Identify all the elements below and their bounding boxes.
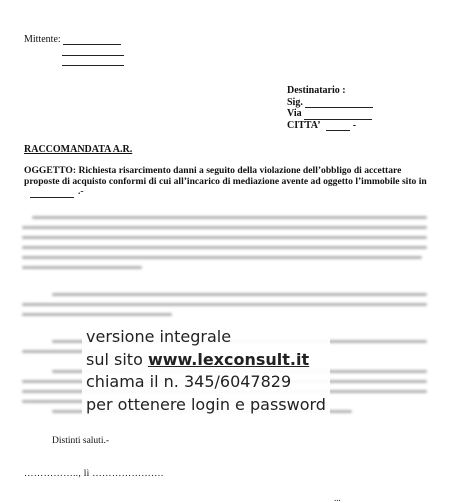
recipient-sig-row	[287, 97, 373, 109]
promo-line-4: per ottenere login e password	[86, 394, 326, 414]
recipient-cap-line	[326, 130, 350, 131]
promo-website-link[interactable]: www.lexconsult.it	[147, 349, 310, 369]
recipient-via-row	[287, 108, 373, 120]
promo-overlay	[82, 326, 330, 416]
promo-line-2	[86, 349, 326, 372]
sender-address-line	[62, 55, 124, 56]
subject-blank-line	[30, 197, 74, 198]
sender-label: Mittente:	[24, 34, 61, 45]
recipient-via-label: Via	[287, 108, 302, 119]
recipient-sig-label: Sig.	[287, 96, 303, 108]
subject-paragraph	[24, 166, 434, 198]
sender-block	[24, 34, 121, 45]
subject-text: OGGETTO: Richiesta risarcimento danni a seguito della violazione dell’obbligo di accettare proposte di acquisto conformi di cui all’incarico di mediazione avente ad oggetto l’immobile sito in	[24, 165, 427, 187]
raccomandata-heading: RACCOMANDATA A.R.	[24, 144, 133, 155]
promo-line-2-prefix: sul sito	[86, 349, 148, 369]
place-date-line: …………….., lì ………………….	[24, 469, 164, 479]
recipient-title: Destinatario :	[287, 85, 346, 96]
recipient-citta-suffix: -	[352, 119, 357, 131]
subject-tail: .-	[78, 186, 84, 198]
sender-name-line	[63, 44, 121, 45]
promo-line-1: versione integrale	[86, 327, 232, 346]
sender-city-line	[62, 65, 124, 66]
recipient-block	[287, 85, 373, 131]
page-bottom-mark: ...	[334, 493, 341, 503]
recipient-citta-row	[287, 120, 373, 132]
closing-salutation: Distinti saluti.-	[52, 436, 109, 446]
promo-line-3: chiama il n. 345/6047829	[86, 372, 292, 391]
recipient-citta-label: CITTA’	[287, 119, 320, 131]
